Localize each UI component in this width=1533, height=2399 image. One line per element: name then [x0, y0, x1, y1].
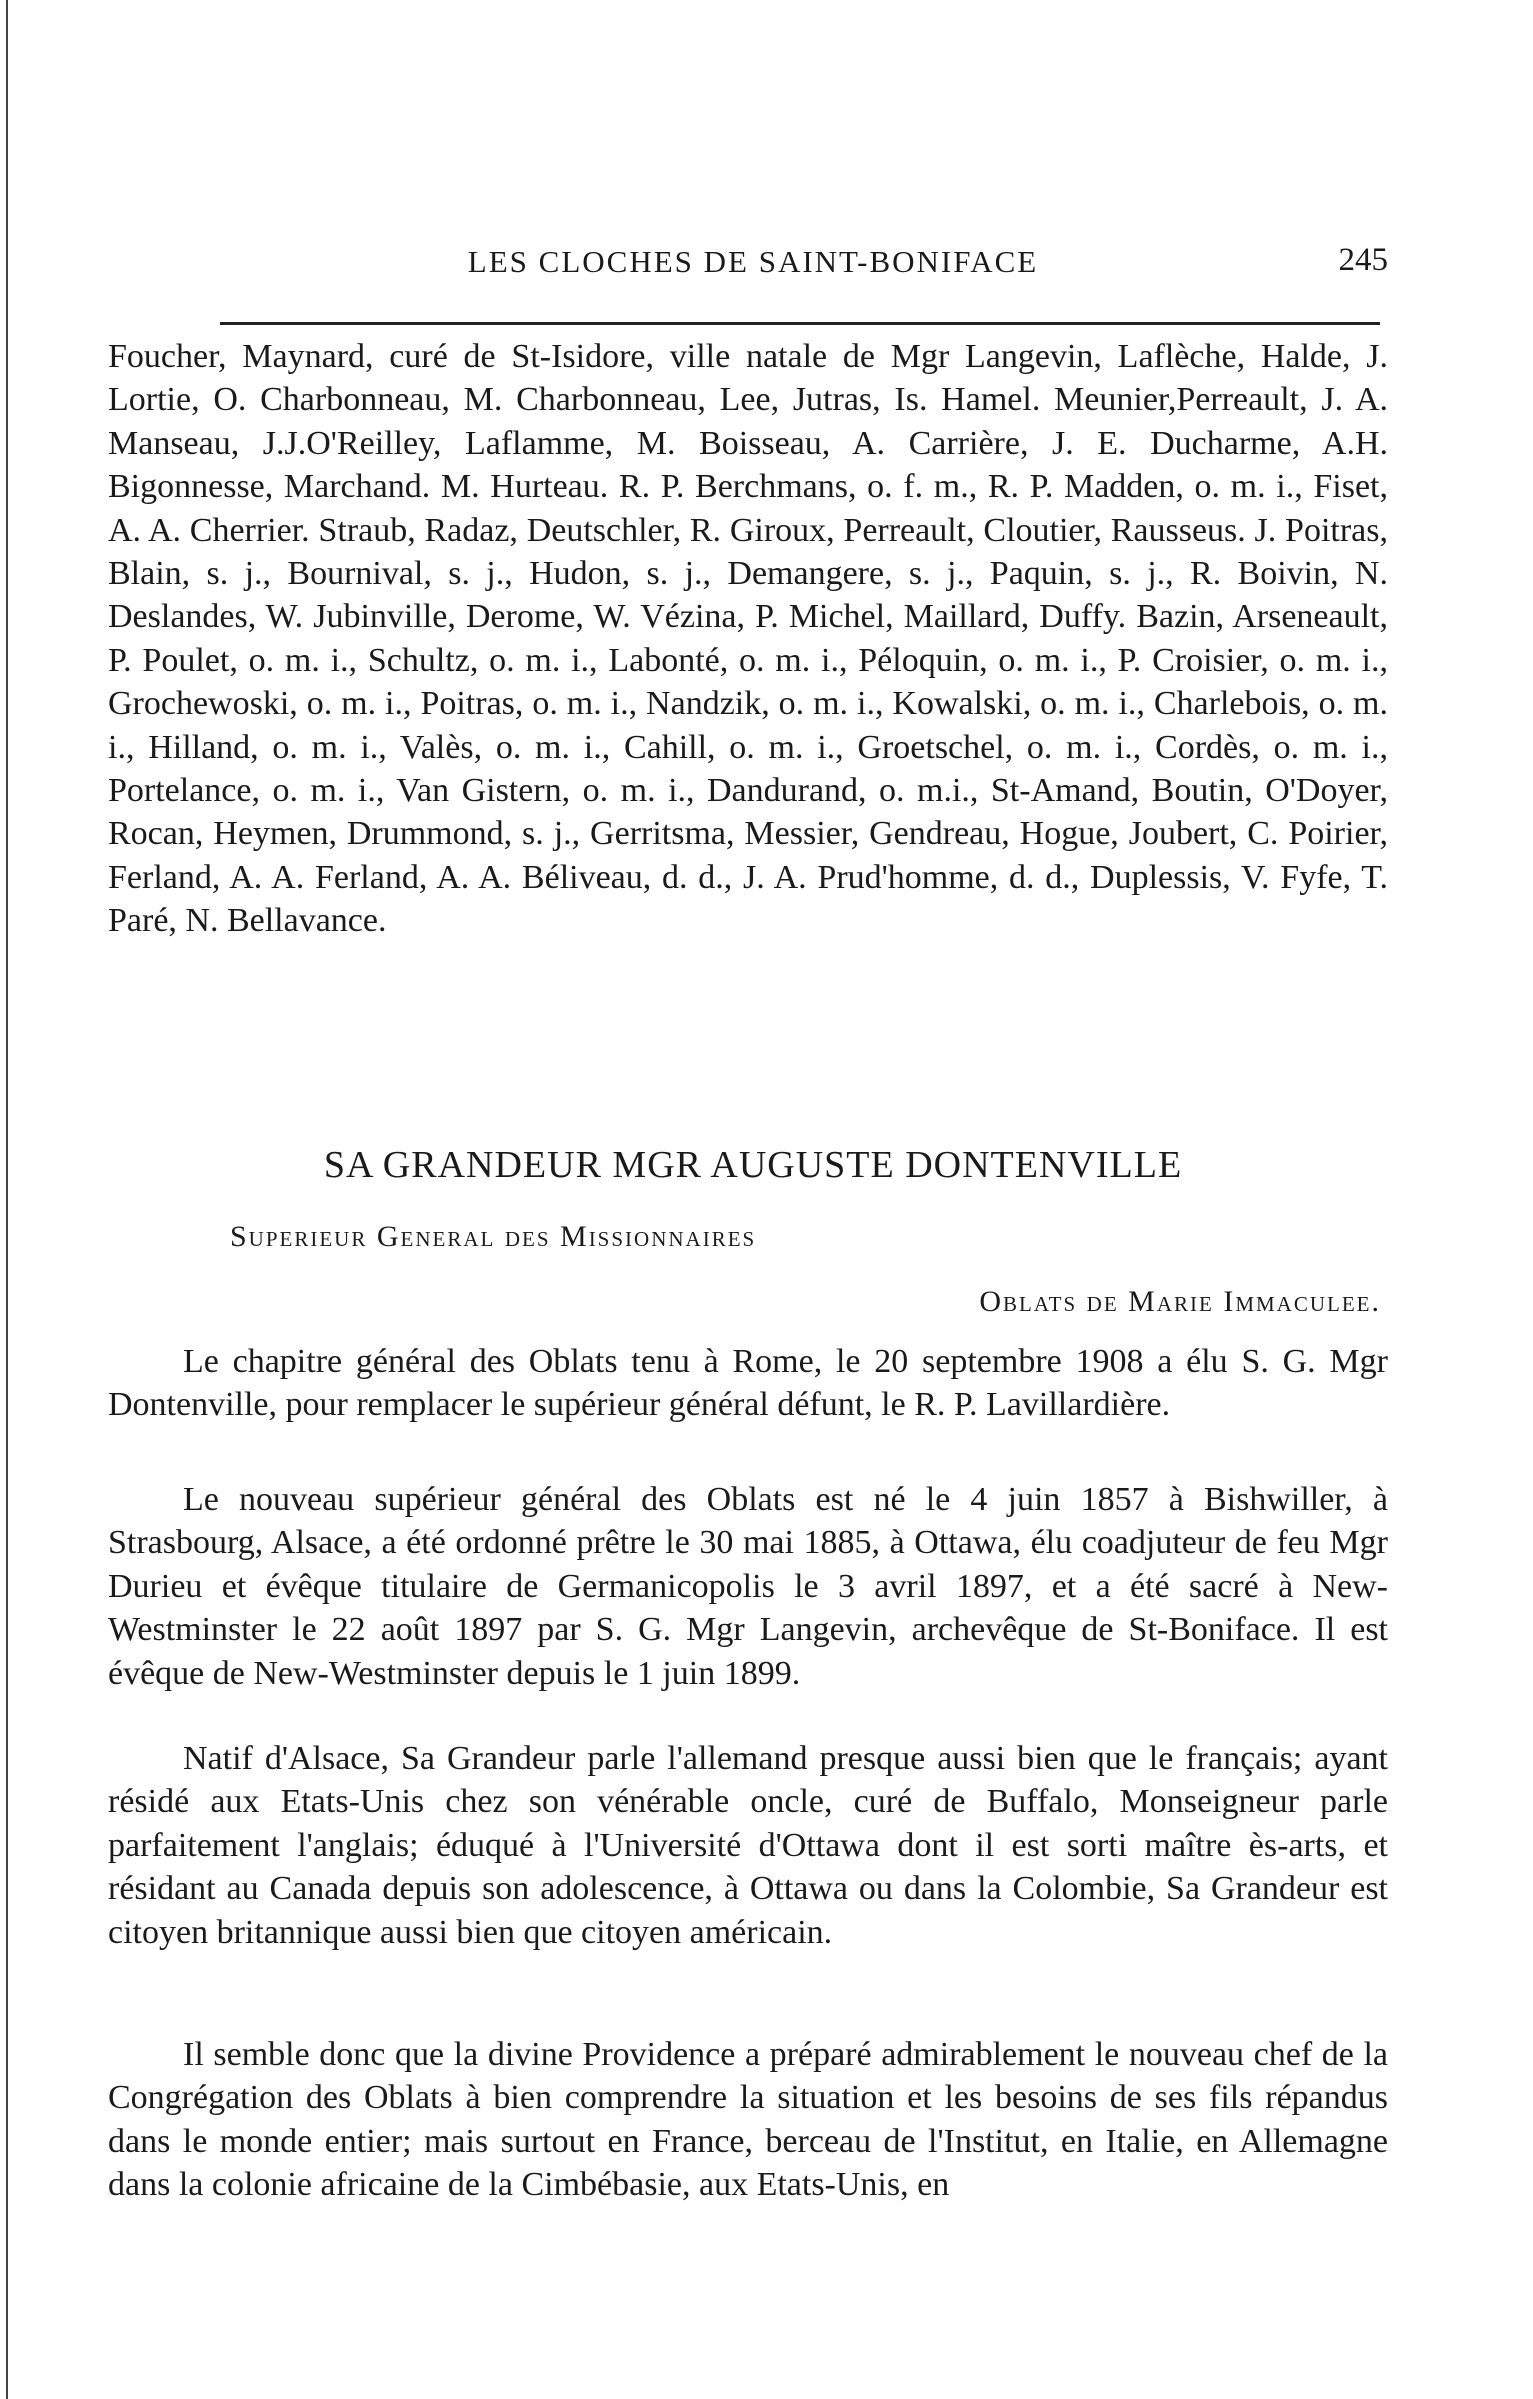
- body-paragraph: Le nouveau supérieur général des Oblats est né le 4 juin 1857 à Bishwiller, à Strasbourg, Alsace, a été ordonné prêtre le 30 mai 1885, à Ottawa, élu coadjuteur de feu Mgr Durieu et évêque titulaire de Germanicopolis le 3 avril 1897, et a été sacré à New-Westminster le 22 août 1897 par S. G. Mgr Langevin, archevêque de St-Boniface. Il est évêque de New-Westminster depuis le 1 juin 1899.: [108, 1481, 1388, 1692]
- section-subheading-1: Superieur General des Missionnaires: [230, 1220, 757, 1253]
- header-rule: [220, 322, 1380, 325]
- page-edge-line: [6, 0, 8, 2399]
- body-paragraph: Le chapitre général des Oblats tenu à Rome, le 20 septembre 1908 a élu S. G. Mgr Dontenville, pour remplacer le supérieur général défunt, le R. P. Lavillardière.: [108, 1343, 1388, 1424]
- names-paragraph: Foucher, Maynard, curé de St-Isidore, ville natale de Mgr Langevin, Laflèche, Halde, J. Lortie, O. Charbonneau, M. Charbonneau, Lee, Jutras, Is. Hamel. Meunier,Perreault, J. A. Manseau, J.J.O'Reilley, Laflamme, M. Boisseau, A. Carrière, J. E. Ducharme, A.H. Bigonnesse, Marchand. M. Hurteau. R. P. Berchmans, o. f. m., R. P. Madden, o. m. i., Fiset, A. A. Cherrier. Straub, Radaz, Deutschler, R. Giroux, Perreault, Cloutier, Rausseus. J. Poitras, Blain, s. j., Bournival, s. j., Hudon, s. j., Demangere, s. j., Paquin, s. j., R. Boivin, N. Deslandes, W. Jubinville, Derome, W. Vézina, P. Michel, Maillard, Duffy. Bazin, Arseneault, P. Poulet, o. m. i., Schultz, o. m. i., Labonté, o. m. i., Péloquin, o. m. i., P. Croisier, o. m. i., Grochewoski, o. m. i., Poitras, o. m. i., Nandzik, o. m. i., Kowalski, o. m. i., Charlebois, o. m. i., Hilland, o. m. i., Valès, o. m. i., Cahill, o. m. i., Groetschel, o. m. i., Cordès, o. m. i., Portelance, o. m. i., Van Gistern, o. m. i., Dandurand, o. m.i., St-Amand, Boutin, O'Doyer, Rocan, Heymen, Drummond, s. j., Gerritsma, Messier, Gendreau, Hogue, Joubert, C. Poirier, Ferland, A. A. Ferland, A. A. Béliveau, d. d., J. A. Prud'homme, d. d., Duplessis, V. Fyfe, T. Paré, N. Bellavance.: [108, 338, 1388, 940]
- section-heading: SA GRANDEUR MGR AUGUSTE DONTENVILLE: [323, 1144, 1183, 1186]
- body-paragraph: Natif d'Alsace, Sa Grandeur parle l'allemand presque aussi bien que le français; ayant résidé aux Etats-Unis chez son vénérable oncle, curé de Buffalo, Monseigneur parle parfaitement l'anglais; éduqué à l'Université d'Ottawa dont il est sorti maître ès-arts, et résidant au Canada depuis son adolescence, à Ottawa ou dans la Colombie, Sa Grandeur est citoyen britannique aussi bien que citoyen américain.: [108, 1740, 1388, 1951]
- section-subheading-2: Oblats de Marie Immaculee.: [979, 1285, 1381, 1318]
- body-paragraph: Il semble donc que la divine Providence a préparé admirablement le nouveau chef de la Congrégation des Oblats à bien comprendre la situation et les besoins de ses fils répandus dans le monde entier; mais surtout en France, berceau de l'Institut, en Italie, en Allemagne dans la colonie africaine de la Cimbébasie, aux Etats-Unis, en: [108, 2036, 1388, 2204]
- running-header: [108, 232, 1398, 292]
- running-title: LES CLOCHES DE SAINT-BONIFACE: [467, 244, 1039, 279]
- page-number: 245: [1338, 242, 1388, 278]
